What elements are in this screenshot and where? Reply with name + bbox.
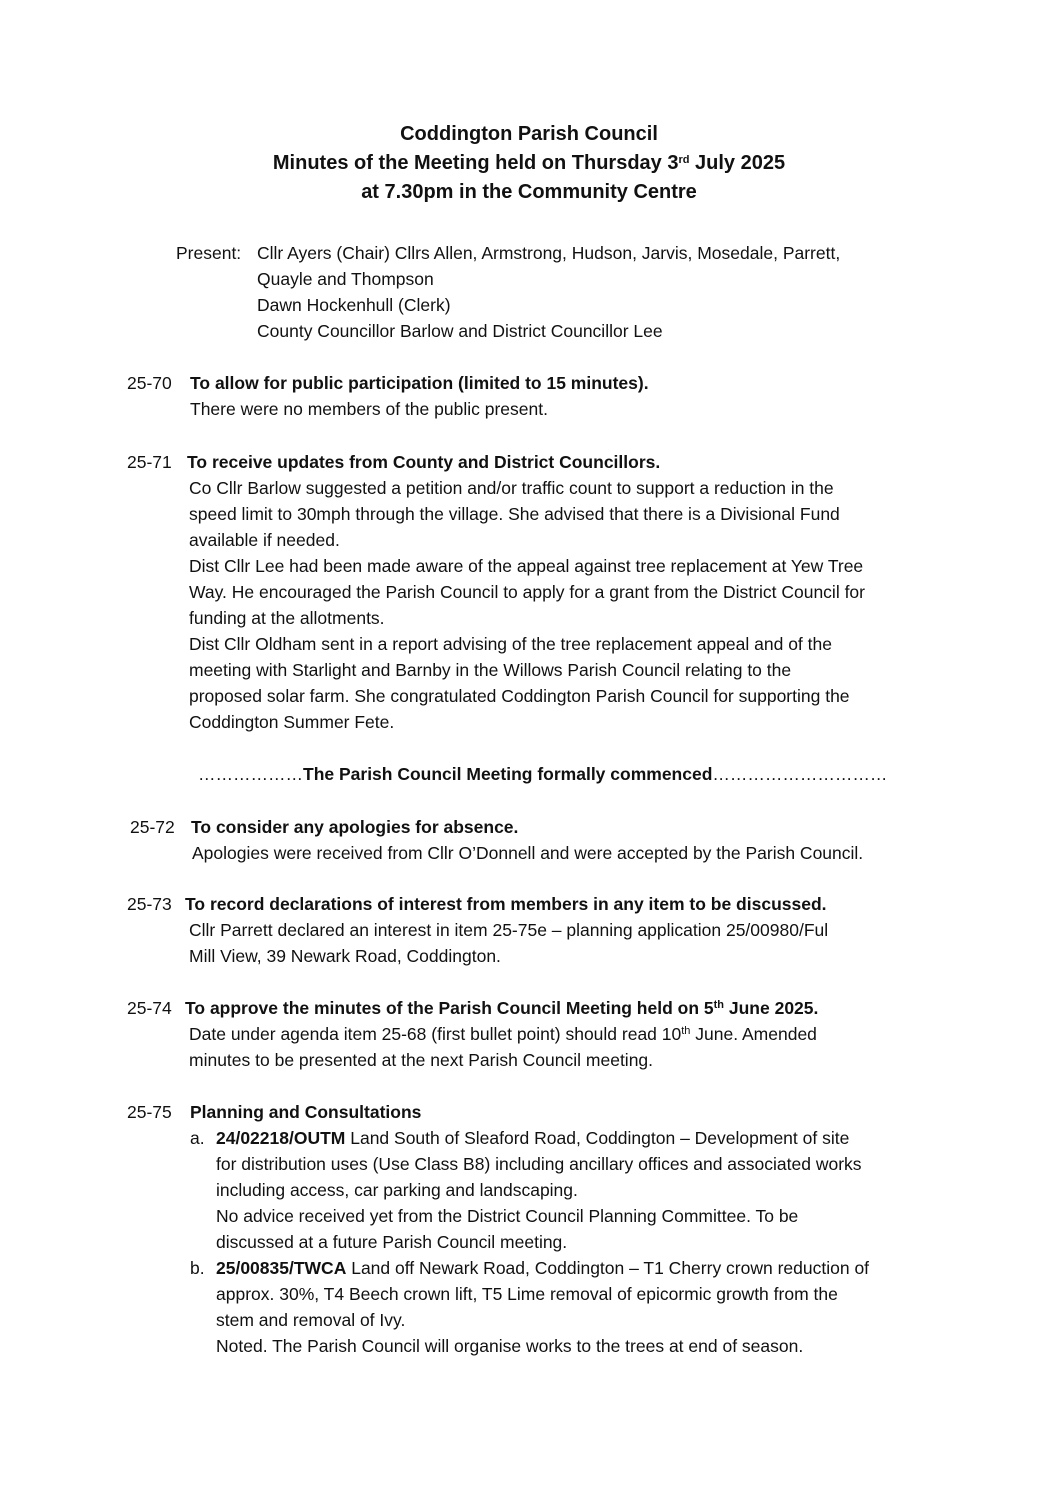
item-text-post: June. Amended — [690, 1024, 817, 1044]
planning-reference: 24/02218/OUTM — [216, 1128, 346, 1148]
present-line-2: Quayle and Thompson — [257, 269, 434, 289]
list-marker-a: a. — [190, 1128, 205, 1148]
item-text-25-71: Way. He encouraged the Parish Council to apply for a grant from the District Council for — [189, 582, 865, 602]
item-number-25-73: 25-73 — [127, 894, 172, 914]
item-text-25-71: Coddington Summer Fete. — [189, 712, 395, 732]
meeting-title-month: July 2025 — [689, 152, 786, 174]
present-label: Present: — [176, 243, 242, 263]
item-text-25-71: meeting with Starlight and Barnby in the Willows Parish Council relating to the — [189, 660, 792, 680]
item-text-25-71: available if needed. — [189, 530, 340, 550]
heading-month: June 2025. — [724, 998, 819, 1018]
planning-text: No advice received yet from the District Council Planning Committee. To be — [216, 1206, 799, 1226]
dots-left: ……………… — [198, 764, 303, 784]
heading-text: To approve the minutes of the Parish Council Meeting held on 5 — [185, 998, 714, 1018]
planning-text: approx. 30%, T4 Beech crown lift, T5 Lime removal of epicormic growth from the — [216, 1284, 838, 1304]
list-marker-b: b. — [190, 1258, 205, 1278]
item-heading-25-72: To consider any apologies for absence. — [191, 817, 519, 837]
meeting-location: at 7.30pm in the Community Centre — [361, 181, 697, 203]
item-heading-25-74 — [185, 998, 818, 1018]
item-heading-25-70: To allow for public participation (limited to 15 minutes). — [190, 373, 649, 393]
planning-text: for distribution uses (Use Class B8) including ancillary offices and associated works — [216, 1154, 862, 1174]
planning-text: including access, car parking and landscaping. — [216, 1180, 578, 1200]
council-name: Coddington Parish Council — [400, 123, 658, 145]
meeting-commenced-line — [198, 764, 887, 784]
item-number-25-74: 25-74 — [127, 998, 172, 1018]
item-heading-25-71: To receive updates from County and District Councillors. — [187, 452, 661, 472]
meeting-title-text: Minutes of the Meeting held on Thursday 3 — [272, 152, 679, 174]
item-number-25-71: 25-71 — [127, 452, 172, 472]
item-text-25-70: There were no members of the public present. — [190, 399, 548, 419]
planning-text: stem and removal of Ivy. — [216, 1310, 406, 1330]
item-text-25-71: Dist Cllr Oldham sent in a report advising of the tree replacement appeal and of the — [189, 634, 832, 654]
present-line-1: Cllr Ayers (Chair) Cllrs Allen, Armstrong, Hudson, Jarvis, Mosedale, Parrett, — [257, 243, 841, 263]
item-heading-25-75: Planning and Consultations — [190, 1102, 422, 1122]
planning-reference: 25/00835/TWCA — [216, 1258, 347, 1278]
meeting-title — [0, 149, 1058, 178]
item-text-25-71: Co Cllr Barlow suggested a petition and/or traffic count to support a reduction in the — [189, 478, 834, 498]
planning-text: Land South of Sleaford Road, Coddington – Development of site — [345, 1128, 850, 1148]
present-line-4: County Councillor Barlow and District Councillor Lee — [257, 321, 663, 341]
planning-item-b — [216, 1258, 869, 1278]
item-text-25-71: funding at the allotments. — [189, 608, 385, 628]
heading-sup: th — [713, 999, 725, 1011]
item-text-25-71: speed limit to 30mph through the village. She advised that there is a Divisional Fund — [189, 504, 840, 524]
meeting-title-sup: rd — [678, 154, 690, 166]
item-text-25-73: Mill View, 39 Newark Road, Coddington. — [189, 946, 501, 966]
item-text-25-73: Cllr Parrett declared an interest in item 25-75e – planning application 25/00980/Ful — [189, 920, 829, 940]
meeting-commenced-text: The Parish Council Meeting formally commenced — [303, 764, 713, 784]
item-text-25-71: Dist Cllr Lee had been made aware of the appeal against tree replacement at Yew Tree — [189, 556, 864, 576]
present-line-3: Dawn Hockenhull (Clerk) — [257, 295, 451, 315]
item-text-25-72: Apologies were received from Cllr O’Donnell and were accepted by the Parish Council. — [192, 843, 864, 863]
item-number-25-72: 25-72 — [130, 817, 175, 837]
item-heading-25-73: To record declarations of interest from members in any item to be discussed. — [185, 894, 827, 914]
item-text-25-74: minutes to be presented at the next Parish Council meeting. — [189, 1050, 654, 1070]
planning-text: Noted. The Parish Council will organise works to the trees at end of season. — [216, 1336, 804, 1356]
item-text-pre: Date under agenda item 25-68 (first bullet point) should read 10 — [189, 1024, 682, 1044]
planning-item-a — [216, 1128, 849, 1148]
item-text-sup: th — [681, 1025, 691, 1037]
dots-right: ………………………… — [712, 764, 888, 784]
item-number-25-70: 25-70 — [127, 373, 172, 393]
item-text-25-74 — [189, 1024, 817, 1044]
planning-text: discussed at a future Parish Council meeting. — [216, 1232, 568, 1252]
item-number-25-75: 25-75 — [127, 1102, 172, 1122]
planning-text: Land off Newark Road, Coddington – T1 Cherry crown reduction of — [346, 1258, 870, 1278]
item-text-25-71: proposed solar farm. She congratulated Coddington Parish Council for supporting the — [189, 686, 850, 706]
